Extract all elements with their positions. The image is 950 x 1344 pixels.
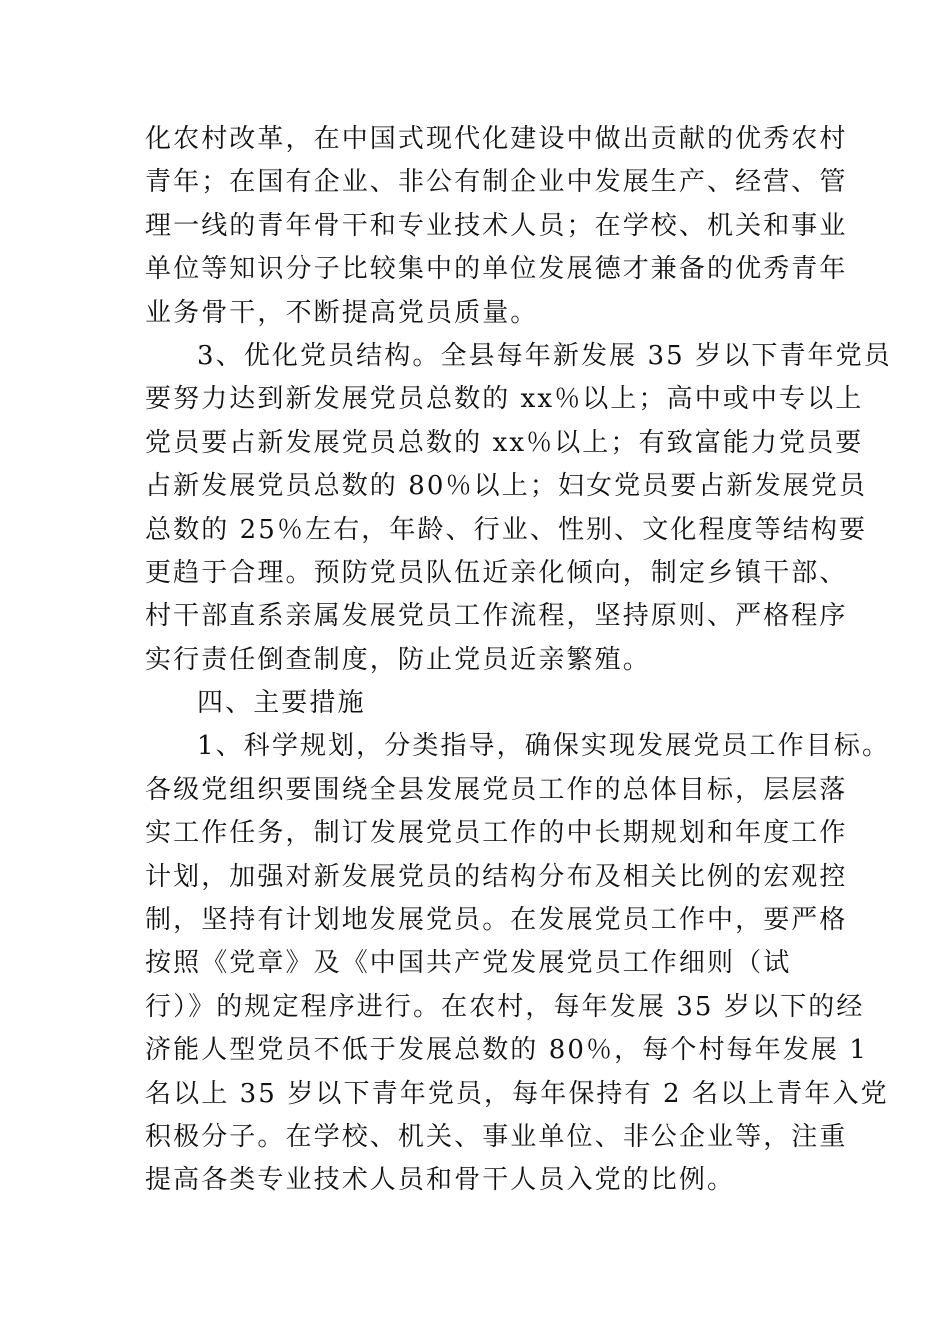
text-line: 实工作任务，制订发展党员工作的中长期规划和年度工作 (145, 818, 848, 849)
text-line: 化农村改革，在中国式现代化建设中做出贡献的优秀农村 (145, 124, 848, 154)
text-line: 青年；在国有企业、非公有制企业中发展生产、经营、管 (145, 167, 848, 198)
body-text (145, 118, 892, 1203)
paragraph-start-line: 1、科学规划，分类指导，确保实现发展党员工作目标。 (197, 731, 891, 762)
text-line: 单位等知识分子比较集中的单位发展德才兼备的优秀青年 (145, 254, 848, 285)
text-line: 济能人型党员不低于发展总数的 80％，每个村每年发展 1 (145, 1035, 868, 1066)
text-line: 理一线的青年骨干和专业技术人员；在学校、机关和事业 (145, 210, 848, 241)
text-line: 党员要占新发展党员总数的 xx％以上；有致富能力党员要 (145, 427, 864, 458)
text-line: 业务骨干，不断提高党员质量。 (145, 297, 539, 328)
text-line: 占新发展党员总数的 80％以上；妇女党员要占新发展党员 (145, 471, 868, 502)
text-line: 行）》的规定程序进行。在农村，每年发展 35 岁以下的经 (145, 991, 865, 1022)
text-line: 名以上 35 岁以下青年党员，每年保持有 2 名以上青年入党 (145, 1078, 889, 1109)
text-line: 总数的 25％左右，年龄、行业、性别、文化程度等结构要 (145, 514, 868, 545)
text-line: 村干部直系亲属发展党员工作流程，坚持原则、严格程序 (145, 601, 848, 632)
text-line: 实行责任倒查制度，防止党员近亲繁殖。 (145, 644, 651, 675)
paragraph-start-line: 3、优化党员结构。全县每年新发展 35 岁以下青年党员 (197, 340, 892, 371)
text-line: 制，坚持有计划地发展党员。在发展党员工作中，要严格 (145, 905, 848, 936)
text-line: 各级党组织要围绕全县发展党员工作的总体目标，层层落 (145, 774, 848, 805)
text-line: 更趋于合理。预防党员队伍近亲化倾向，制定乡镇干部、 (145, 557, 848, 588)
text-line: 提高各类专业技术人员和骨干人员入党的比例。 (145, 1165, 736, 1196)
section-heading: 四、主要措施 (197, 688, 366, 719)
text-line: 积极分子。在学校、机关、事业单位、非公企业等，注重 (145, 1121, 848, 1152)
text-line: 计划，加强对新发展党员的结构分布及相关比例的宏观控 (145, 861, 848, 892)
text-line: 要努力达到新发展党员总数的 xx％以上；高中或中专以上 (145, 384, 864, 415)
text-line: 按照《党章》及《中国共产党发展党员工作细则（试 (145, 948, 792, 979)
